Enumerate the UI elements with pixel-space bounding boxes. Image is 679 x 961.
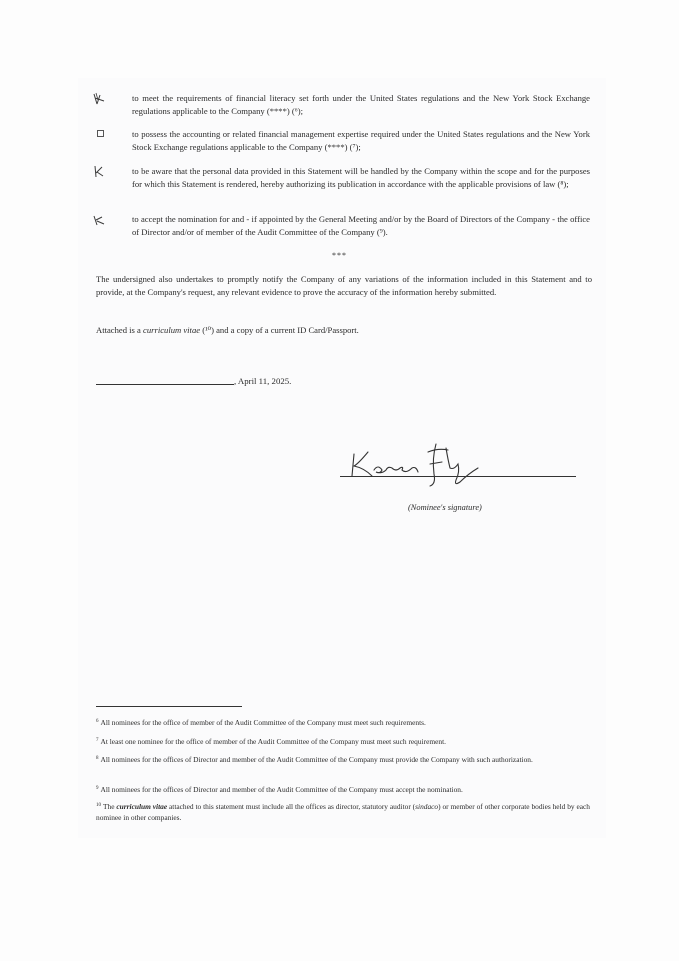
footnote-10 bbox=[96, 800, 590, 823]
footnote-text: At least one nominee for the office of member of the Audit Committee of the Company must meet such requirement. bbox=[100, 737, 446, 746]
attachments-suffix: (¹⁰) and a copy of a current ID Card/Passport. bbox=[200, 325, 359, 335]
statement-item-text: to accept the nomination for and - if appointed by the General Meeting and/or by the Board of Directors of the Company - the office of Director and/or of member of the Audit Committee of the Company (⁹). bbox=[132, 214, 590, 237]
footnote-text: All nominees for the offices of Director and member of the Audit Committee of the Company must accept the nomination. bbox=[100, 785, 463, 794]
footnote-number: 7 bbox=[96, 738, 99, 743]
statement-item-text: to possess the accounting or related financial management expertise required under the United States regulations and the New York Stock Exchange regulations applicable to the Company (****) (⁷); bbox=[132, 129, 590, 152]
place-blank bbox=[96, 384, 234, 385]
empty-checkbox-icon bbox=[97, 130, 104, 137]
handwritten-check-icon bbox=[92, 92, 106, 104]
footnote-number: 9 bbox=[96, 786, 99, 791]
statement-item-text: to meet the requirements of financial literacy set forth under the United States regulations and the New York Stock Exchange regulations applicable to the Company (****) (⁶); bbox=[132, 93, 590, 116]
footnote-text-suffix: ) or member of other corporate bodies held by each nominee in other companies. bbox=[96, 802, 591, 822]
footnote-text-middle: attached to this statement must include all the offices as director, statutory auditor ( bbox=[167, 802, 416, 811]
statement-item-text: to be aware that the personal data provided in this Statement will be handled by the Company within the scope and for the purposes for which this Statement is rendered, hereby authorizing its publication in accordance with the applicable provisions of law (⁸); bbox=[132, 166, 590, 189]
handwritten-check-icon bbox=[92, 213, 106, 225]
signature-caption: (Nominee's signature) bbox=[408, 503, 482, 512]
footnote-8 bbox=[96, 753, 590, 765]
footnote-7 bbox=[96, 735, 590, 747]
handwritten-signature bbox=[338, 440, 578, 490]
undertaking-paragraph: The undersigned also undertakes to promptly notify the Company of any variations of the information included in this Statement and to provide, at the Company's request, any relevant evidence to prove the accuracy of the information hereby submitted. bbox=[96, 274, 592, 297]
attachments-prefix: Attached is a bbox=[96, 325, 144, 335]
signature-line bbox=[340, 476, 576, 477]
footnote-text: All nominees for the offices of Director and member of the Audit Committee of the Company must provide the Company with such authorization. bbox=[100, 755, 533, 764]
footnote-6 bbox=[96, 716, 590, 728]
handwritten-check-icon bbox=[92, 165, 106, 177]
attachments-paragraph bbox=[96, 324, 592, 337]
footnote-cv-term: curriculum vitae bbox=[116, 802, 168, 811]
footnote-number: 8 bbox=[96, 756, 99, 761]
place-date-line bbox=[96, 376, 396, 386]
footnote-number: 6 bbox=[96, 719, 99, 724]
footnote-number: 10 bbox=[96, 803, 101, 808]
footnote-sindaco-term: sindaco bbox=[415, 802, 439, 811]
footnote-rule bbox=[96, 706, 242, 707]
footnote-text-prefix: The bbox=[103, 802, 117, 811]
attachments-cv-term: curriculum vitae bbox=[143, 325, 201, 335]
footnote-9 bbox=[96, 783, 590, 795]
section-separator: *** bbox=[332, 251, 347, 260]
footnote-text: All nominees for the office of member of the Audit Committee of the Company must meet such requirements. bbox=[100, 718, 426, 727]
date-text: , April 11, 2025. bbox=[234, 376, 292, 386]
